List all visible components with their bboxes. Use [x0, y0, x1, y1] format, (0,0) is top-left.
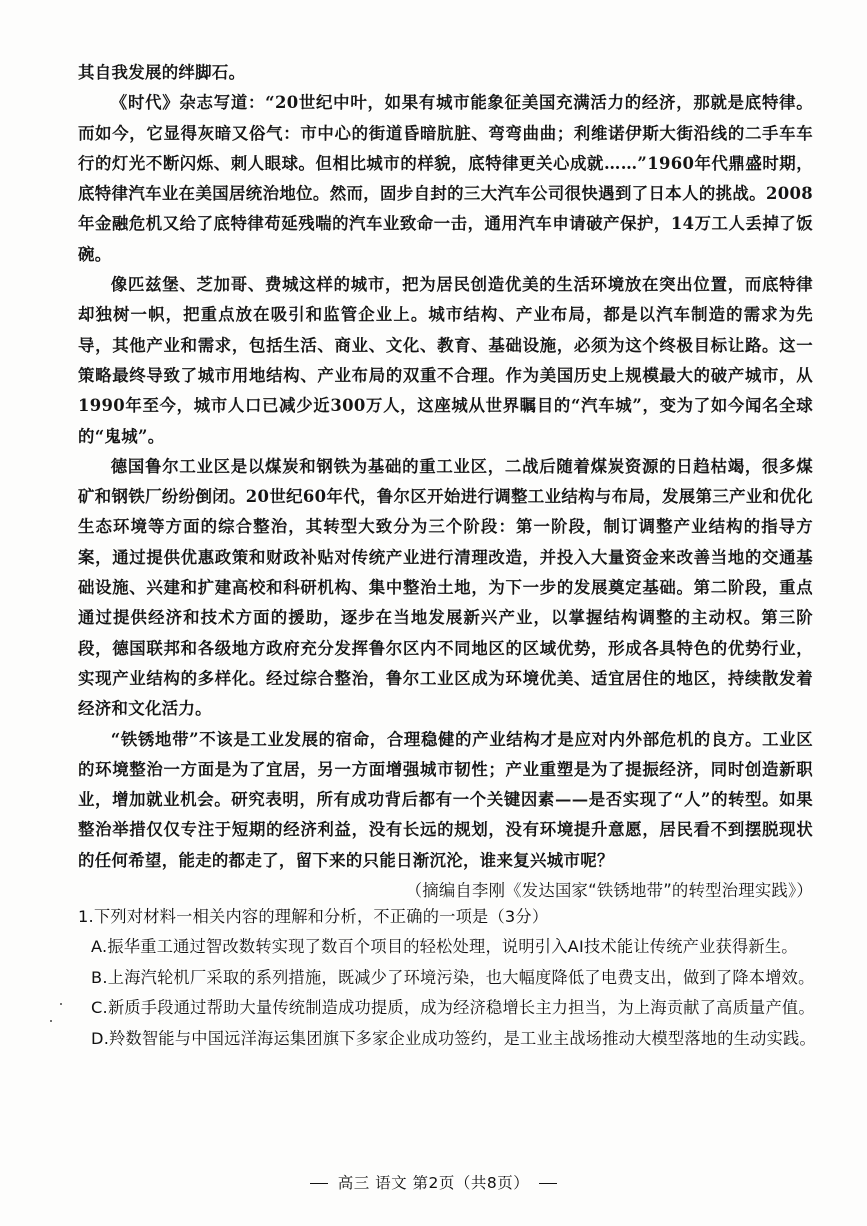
reading-passage [78, 58, 813, 906]
option-c[interactable]: C.新质手段通过帮助大量传统制造成功提质，成为经济稳增长主力担当，为上海贡献了高质量产值。 [91, 998, 815, 1018]
option-b[interactable]: B.上海汽轮机厂采取的系列措施，既减少了环境污染，也大幅度降低了电费支出，做到了降本增效。 [91, 967, 815, 987]
footer-page-label: 高三 语文 第2页（共8页） [337, 1174, 530, 1192]
scan-speck [60, 1003, 62, 1005]
paragraph-continuation: 其自我发展的绊脚石。 [78, 63, 246, 82]
paragraph-time-magazine: 《时代》杂志写道：“20世纪中叶，如果有城市能象征美国充满活力的经济，那就是底特律。而如今，它显得灰暗又俗气：市中心的街道昏暗肮脏、弯弯曲曲；利维诺伊斯大街沿线的二手车车行的灯光不断闪烁、刺人眼球。但相比城市的样貌，底特律更关心成就……”1960年代鼎盛时期，底特律汽车业在美国居统治地位。然而，固步自封的三大汽车公司很快遇到了日本人的挑战。2008年金融危机又给了底特律苟延残喘的汽车业致命一击，通用汽车申请破产保护，14万工人丢掉了饭碗。 [78, 93, 813, 264]
option-d[interactable]: D.羚数智能与中国远洋海运集团旗下多家企业成功签约，是工业主战场推动大模型落地的生动实践。 [91, 1028, 816, 1048]
page-footer [0, 1171, 867, 1193]
footer-right-dash [539, 1183, 557, 1185]
paragraph-rust-belt-conclusion: “铁锈地带”不该是工业发展的宿命，合理稳健的产业结构才是应对内外部危机的良方。工业区的环境整治一方面是为了宜居，另一方面增强城市韧性；产业重塑是为了提振经济，同时创造新职业，增加就业机会。研究表明，所有成功背后都有一个关键因素——是否实现了“人”的转型。如果整治举措仅仅专注于短期的经济利益，没有长远的规划，没有环境提升意愿，居民看不到摆脱现状的任何希望，能走的都走了，留下来的只能日渐沉沦，谁来复兴城市呢？ [78, 729, 813, 870]
article-source: （摘编自李刚《发达国家“铁锈地带”的转型治理实践》） [405, 881, 813, 901]
footer-left-dash [310, 1183, 328, 1185]
option-a[interactable]: A.振华重工通过智改数转实现了数百个项目的轻松处理，说明引入AI技术能让传统产业获得新生。 [91, 937, 798, 957]
question-1 [78, 902, 818, 1054]
scan-speck [50, 1020, 52, 1022]
question-stem: 1.下列对材料一相关内容的理解和分析，不正确的一项是（3分） [78, 907, 549, 926]
paragraph-ruhr-region: 德国鲁尔工业区是以煤炭和钢铁为基础的重工业区，二战后随着煤炭资源的日趋枯竭，很多煤矿和钢铁厂纷纷倒闭。20世纪60年代，鲁尔区开始进行调整工业结构与布局，发展第三产业和优化生态环境等方面的综合整治，其转型大致分为三个阶段：第一阶段，制订调整产业结构的指导方案，通过提供优惠政策和财政补贴对传统产业进行清理改造，并投入大量资金来改善当地的交通基础设施、兴建和扩建高校和科研机构、集中整治土地，为下一步的发展奠定基础。第二阶段，重点通过提供经济和技术方面的援助，逐步在当地发展新兴产业，以掌握结构调整的主动权。第三阶段，德国联邦和各级地方政府充分发挥鲁尔区内不同地区的区域优势，形成各具特色的优势行业，实现产业结构的多样化。经过综合整治，鲁尔工业区成为环境优美、适宜居住的地区，持续散发着经济和文化活力。 [78, 456, 813, 719]
paragraph-detroit-strategy: 像匹兹堡、芝加哥、费城这样的城市，把为居民创造优美的生活环境放在突出位置，而底特律却独树一帜，把重点放在吸引和监管企业上。城市结构、产业布局，都是以汽车制造的需求为先导，其他产业和需求，包括生活、商业、文化、教育、基础设施，必须为这个终极目标让路。这一策略最终导致了城市用地结构、产业布局的双重不合理。作为美国历史上规模最大的破产城市，从1990年至今，城市人口已减少近300万人，这座城从世界瞩目的“汽车城”，变为了如今闻名全球的“鬼城”。 [78, 275, 813, 446]
